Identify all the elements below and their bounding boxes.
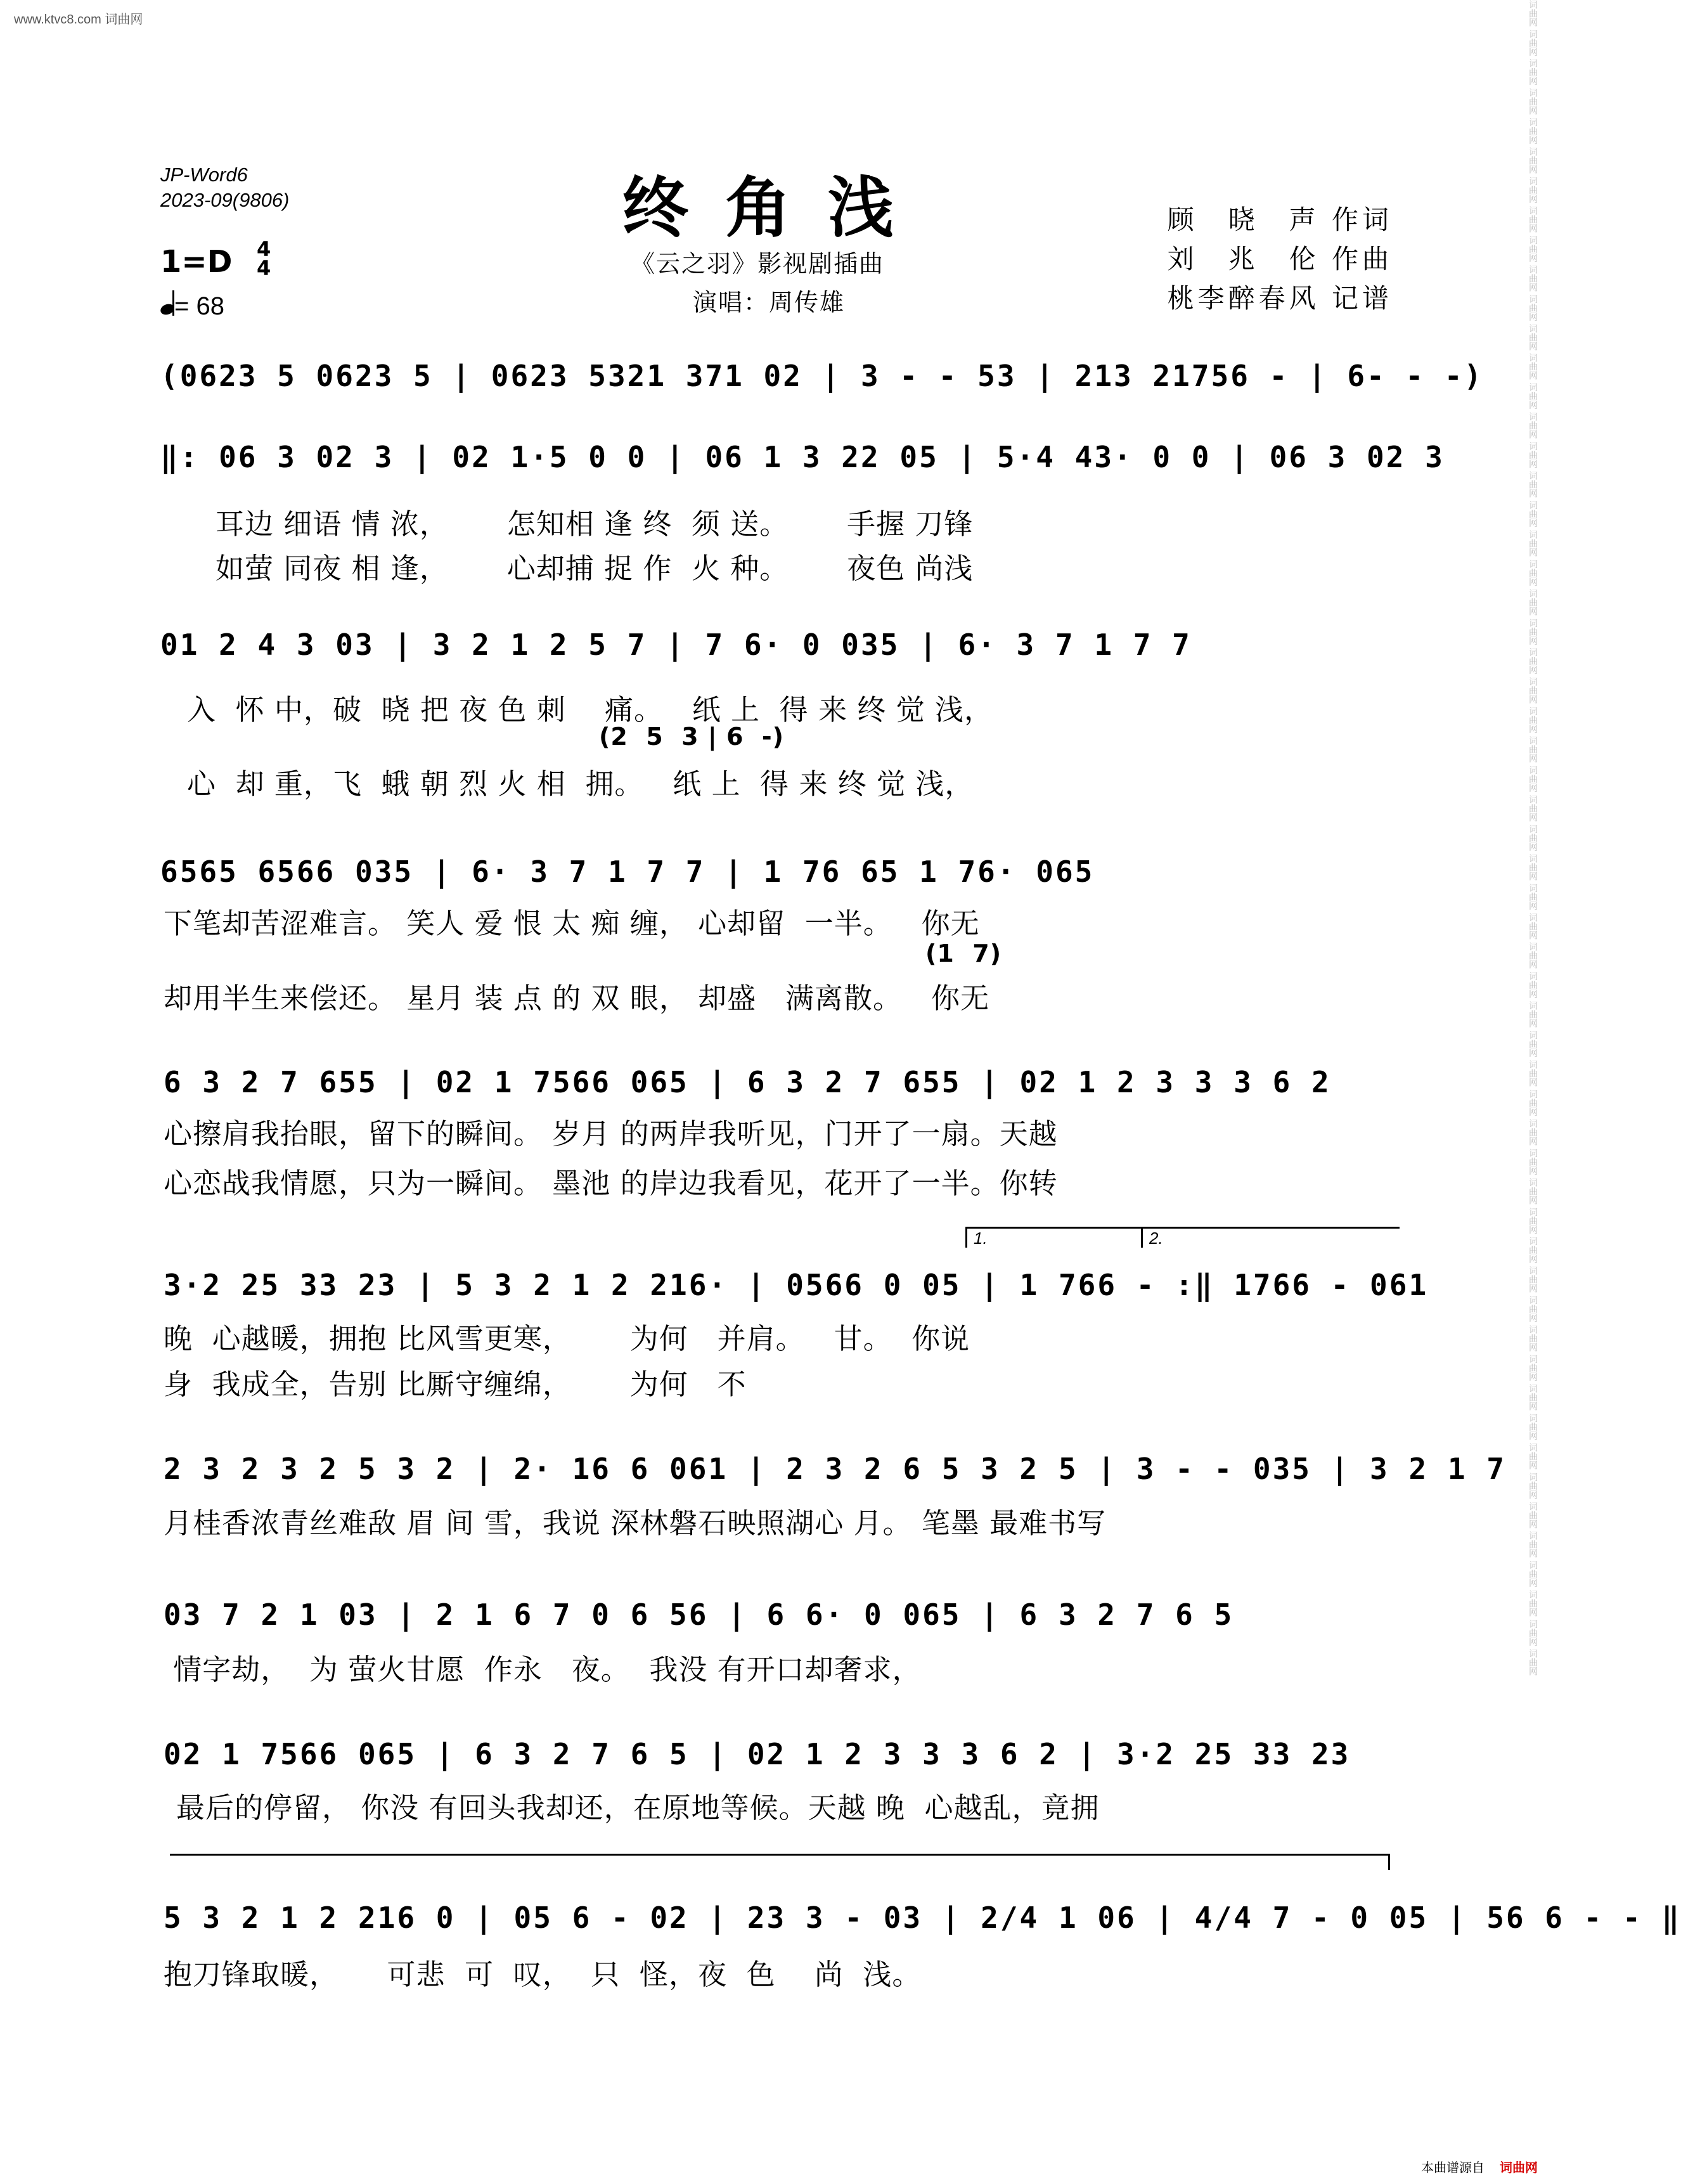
version-label: 2023-09(9806) bbox=[160, 189, 290, 211]
lyric-verse1-line3: 入 怀 中，破 晓 把 夜 色 刺 痛。 纸 上 得 来 终 觉 浅， bbox=[187, 693, 993, 727]
lyric-line8: 情字劫， 为 萤火甘愿 作永 夜。 我没 有开口却奢求， bbox=[164, 1653, 922, 1686]
lyric-verse2-line4: 却用半生来偿还。 星月 装 点 的 双 眼， 却盛 满离散。 你无 bbox=[164, 981, 989, 1015]
transcriber-credit: 桃李醉春风 记谱 bbox=[1167, 283, 1393, 314]
lyric-verse2-line3: 心 却 重，飞 蛾 朝 烈 火 相 拥。 纸 上 得 来 终 觉 浅， bbox=[187, 767, 974, 801]
credits bbox=[1168, 200, 1393, 318]
alt-notes-line3: (2 5 3 | 6 -) bbox=[599, 723, 784, 751]
key-signature: 1=D bbox=[160, 244, 233, 280]
side-watermark-right: 词曲网 词曲网 词曲网 词曲网 词曲网 词曲网 词曲网 词曲网 词曲网 词曲网 词曲网 词曲网 词曲网 词曲网 词曲网 词曲网 词曲网 词曲网 词曲网 词曲网 词曲网 词曲网 词曲网 词曲网 词曲网 词曲网 词曲网 词曲网 词曲网 词曲网 词曲网 词曲网 词曲网 词曲网 词曲网 词曲网 词曲网 词曲网 词曲网 词曲网 词曲网 词曲网 词曲网 词曲网 词曲网 词曲网 词曲网 词曲网 词曲网 词曲网 词曲网 词曲网 词曲网 词曲网 词曲网 词曲网 词曲网 bbox=[1528, 0, 1538, 1676]
side-watermark-left bbox=[1, 0, 13, 2184]
software-label: JP-Word6 bbox=[160, 164, 248, 186]
lyric-verse1-line4: 下笔却苦涩难言。 笑人 爱 恨 太 痴 缠， 心却留 一半。 你无 bbox=[164, 907, 980, 940]
volta-2: 2. bbox=[1141, 1227, 1400, 1248]
alt-notes-line4: (1 7) bbox=[925, 940, 1002, 967]
lyric-verse2-line6: 身 我成全，告别 比厮守缠绵， 为何 不 bbox=[164, 1367, 747, 1401]
singer: 演唱：周传雄 bbox=[693, 288, 846, 316]
tempo-marking bbox=[160, 290, 224, 321]
footer-brand: 词曲网 bbox=[1500, 2160, 1538, 2175]
time-bottom: 4 bbox=[257, 256, 271, 280]
notation-system-4: 6565 6566 035 | 6· 3 7 1 7 7 | 1 76 65 1 76· 065 bbox=[160, 855, 1095, 889]
lyric-verse1-line6: 晚 心越暖，拥抱 比风雪更寒， 为何 并肩。 甘。 你说 bbox=[164, 1322, 970, 1355]
lyric-verse1-line5: 心擦肩我抬眼，留下的瞬间。 岁月 的两岸我听见，门开了一扇。天越 bbox=[164, 1117, 1058, 1151]
lyric-verse1-line2: 耳边 细语 情 浓， 怎知相 逢 终 须 送。 手握 刀锋 bbox=[216, 507, 974, 541]
lyric-line9: 最后的停留， 你没 有回头我却还，在原地等候。天越 晚 心越乱，竟拥 bbox=[176, 1791, 1100, 1825]
notation-system-8: 03 7 2 1 03 | 2 1 6 7 0 6 56 | 6 6· 0 065 | 6 3 2 7 6 5 bbox=[164, 1598, 1234, 1632]
lyric-verse2-line5: 心恋战我情愿，只为一瞬间。 墨池 的岸边我看见，花开了一半。你转 bbox=[164, 1166, 1058, 1200]
notation-system-10: 5 3 2 1 2 216 0 | 05 6 - 02 | 23 3 - 03 | 2/4 1 06 | 4/4 7 - 0 05 | 56 6 - - ‖ bbox=[164, 1901, 1681, 1935]
notation-system-7: 2 3 2 3 2 5 3 2 | 2· 16 6 061 | 2 3 2 6 5 3 2 5 | 3 - - 035 | 3 2 1 7 bbox=[164, 1452, 1506, 1486]
composer-credit: 刘 兆 伦 作曲 bbox=[1167, 243, 1393, 275]
lyricist-credit: 顾 晓 声 作词 bbox=[1167, 204, 1393, 235]
time-signature bbox=[257, 237, 271, 280]
tempo-value: = 68 bbox=[174, 292, 224, 320]
site-watermark: www.ktvc8.com 词曲网 bbox=[14, 13, 143, 27]
song-title: 终角浅 bbox=[622, 169, 931, 247]
notation-system-3: 01 2 4 3 03 | 3 2 1 2 5 7 | 7 6· 0 035 | 6· 3 7 1 7 7 bbox=[160, 628, 1192, 662]
lyric-line7: 月桂香浓青丝难敌 眉 间 雪，我说 深林磐石映照湖心 月。 笔墨 最难书写 bbox=[164, 1506, 1107, 1540]
notation-system-1: (0623 5 0623 5 | 0623 5321 371 02 | 3 - - 53 | 213 21756 - | 6- - -) bbox=[160, 359, 1484, 393]
lyric-line10: 抱刀锋取暖， 可悲 可 叹， 只 怪，夜 色 尚 浅。 bbox=[164, 1958, 922, 1991]
footer-source-label: 本曲谱源自 bbox=[1421, 2160, 1485, 2175]
notation-system-6: 3·2 25 33 23 | 5 3 2 1 2 216· | 0566 0 05 | 1 766 - :‖ 1766 - 061 bbox=[164, 1268, 1429, 1302]
ending-rule bbox=[170, 1854, 1390, 1856]
notation-system-5: 6 3 2 7 655 | 02 1 7566 065 | 6 3 2 7 655 | 02 1 2 3 3 3 6 2 bbox=[164, 1065, 1331, 1099]
notation-system-9: 02 1 7566 065 | 6 3 2 7 6 5 | 02 1 2 3 3 3 6 2 | 3·2 25 33 23 bbox=[164, 1737, 1351, 1771]
time-top: 4 bbox=[257, 237, 271, 261]
ending-rule-tick bbox=[1388, 1854, 1390, 1870]
notation-system-2: ‖: 06 3 02 3 | 02 1·5 0 0 | 06 1 3 22 05 | 5·4 43· 0 0 | 06 3 02 3 bbox=[160, 440, 1445, 474]
lyric-verse2-line2: 如萤 同夜 相 逢， 心却捕 捉 作 火 种。 夜色 尚浅 bbox=[216, 552, 974, 585]
volta-1: 1. bbox=[965, 1227, 1145, 1248]
subtitle: 《云之羽》影视剧插曲 bbox=[631, 250, 885, 278]
